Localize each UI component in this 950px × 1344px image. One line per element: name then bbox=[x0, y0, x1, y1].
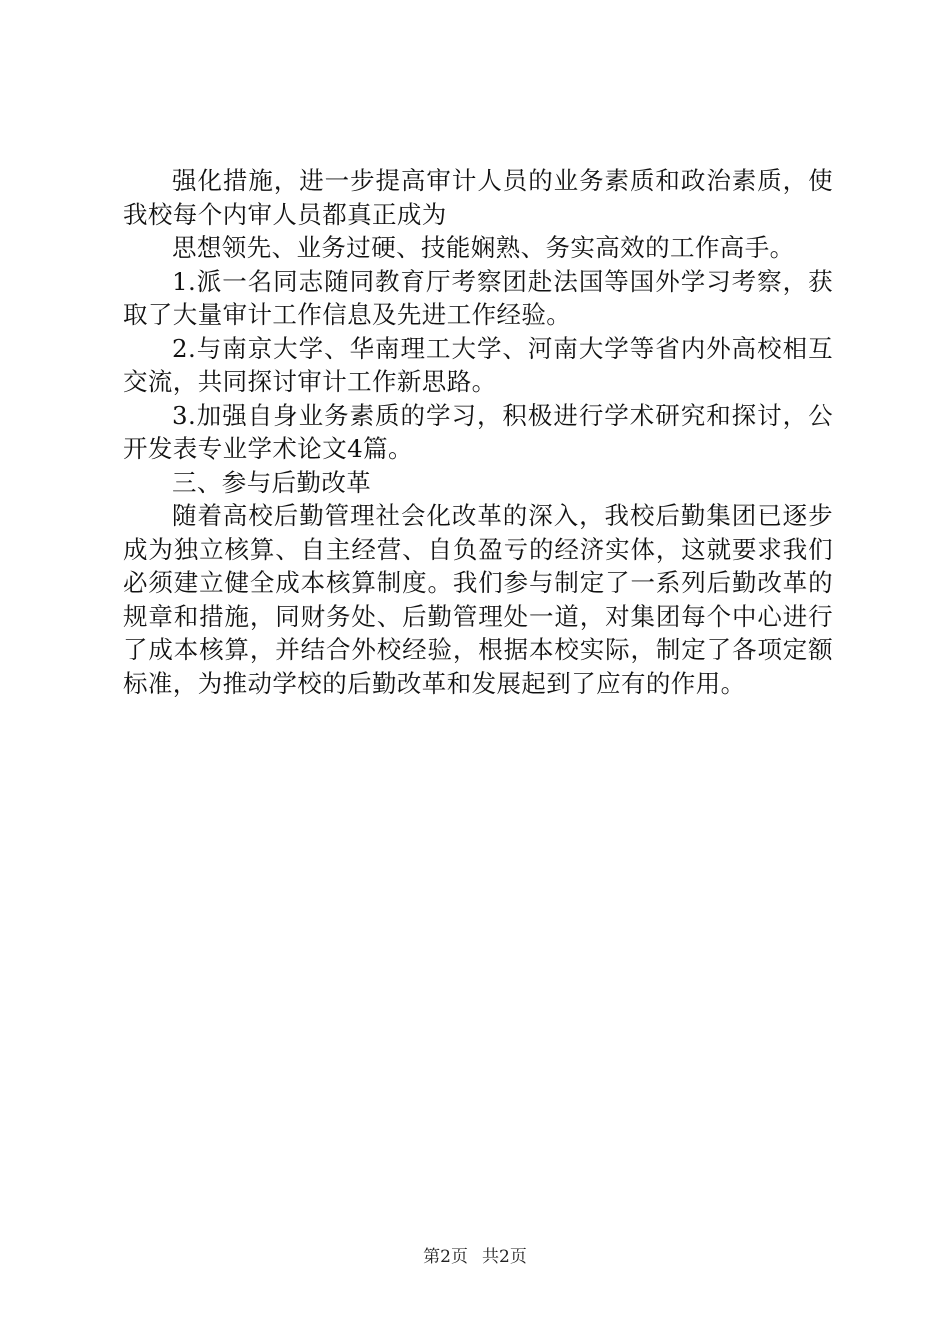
paragraph-logistics-reform: 随着高校后勤管理社会化改革的深入，我校后勤集团已逐步成为独立核算、自主经营、自负盈亏的经济实体，这就要求我们必须建立健全成本核算制度。我们参与制定了一系列后勤改革的规章和措施，同财务处、后勤管理处一道，对集团每个中心进行了成本核算，并结合外校经验，根据本校实际，制定了各项定额标准，为推动学校的后勤改革和发展起到了应有的作用。 bbox=[123, 501, 833, 698]
document-body bbox=[123, 164, 833, 700]
page-number: 第2页 bbox=[423, 1247, 468, 1267]
paragraph-item-1: 1.派一名同志随同教育厅考察团赴法国等国外学习考察，获取了大量审计工作信息及先进工作经验。 bbox=[123, 266, 833, 329]
paragraph-item-2: 2.与南京大学、华南理工大学、河南大学等省内外高校相互交流，共同探讨审计工作新思路。 bbox=[123, 333, 833, 396]
page-total: 共2页 bbox=[482, 1247, 527, 1267]
paragraph-measures: 强化措施，进一步提高审计人员的业务素质和政治素质，使我校每个内审人员都真正成为 bbox=[123, 166, 833, 229]
section-heading-logistics-reform: 三、参与后勤改革 bbox=[172, 467, 372, 497]
paragraph-item-3: 3.加强自身业务素质的学习，积极进行学术研究和探讨，公开发表专业学术论文4篇。 bbox=[123, 400, 833, 463]
paragraph-goal: 思想领先、业务过硬、技能娴熟、务实高效的工作高手。 bbox=[172, 233, 795, 262]
page-footer bbox=[0, 1246, 950, 1268]
